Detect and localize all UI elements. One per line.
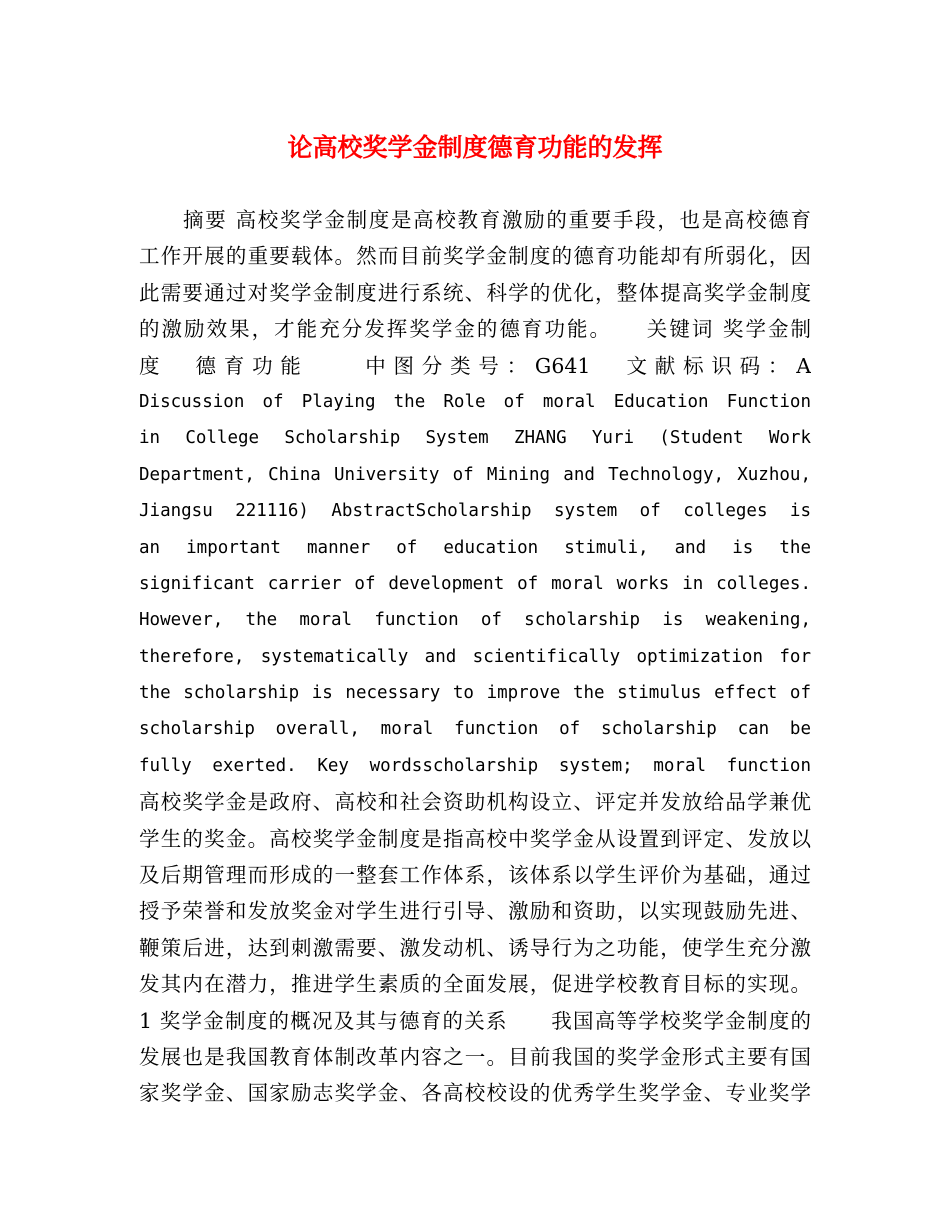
text-line: 1 奖学金制度的概况及其与德育的关系 我国高等学校奖学金制度的 xyxy=(139,1008,811,1033)
text-line: 高校奖学金是政府、高校和社会资助机构设立、评定并发放给品学兼优 xyxy=(139,790,811,815)
text-line: scholarship overall, moral function of scholarship can be xyxy=(139,719,811,740)
text-line: 学生的奖金。高校奖学金制度是指高校中奖学金从设置到评定、发放以 xyxy=(139,826,811,851)
text-line: in College Scholarship System ZHANG Yuri (Student Work xyxy=(139,428,811,449)
text-line: 摘要 高校奖学金制度是高校教育激励的重要手段，也是高校德育 xyxy=(183,208,811,232)
text-line: Department, China University of Mining and Technology, Xuzhou, xyxy=(139,464,811,485)
text-line: 及后期管理而形成的一整套工作体系，该体系以学生评价为基础，通过 xyxy=(139,863,811,888)
text-line: significant carrier of development of moral works in colleges. xyxy=(139,573,811,594)
document-title: 论高校奖学金制度德育功能的发挥 xyxy=(287,133,663,162)
text-line: Jiangsu 221116) AbstractScholarship system of colleges is xyxy=(139,501,811,522)
text-line: Discussion of Playing the Role of moral Education Function xyxy=(139,391,811,412)
text-line: an important manner of education stimuli, and is the xyxy=(139,537,811,558)
text-line: 度 德育功能 中图分类号：G641 文献标识码：A xyxy=(139,353,811,378)
text-line: fully exerted. Key wordsscholarship system; moral function xyxy=(139,755,811,776)
text-line: However, the moral function of scholarship is weakening, xyxy=(139,610,811,631)
text-line: 发其内在潜力，推进学生素质的全面发展，促进学校教育目标的实现。 xyxy=(139,972,811,997)
text-line: the scholarship is necessary to improve the stimulus effect of xyxy=(139,683,811,704)
text-line: 此需要通过对奖学金制度进行系统、科学的优化，整体提高奖学金制度 xyxy=(139,280,811,305)
text-line: 授予荣誉和发放奖金对学生进行引导、激励和资助，以实现鼓励先进、 xyxy=(139,899,811,924)
text-line: 发展也是我国教育体制改革内容之一。目前我国的奖学金形式主要有国 xyxy=(139,1044,811,1069)
text-line: 家奖学金、国家励志奖学金、各高校校设的优秀学生奖学金、专业奖学 xyxy=(139,1081,811,1106)
text-line: 工作开展的重要载体。然而目前奖学金制度的德育功能却有所弱化，因 xyxy=(139,244,811,269)
text-line: 鞭策后进，达到刺激需要、激发动机、诱导行为之功能，使学生充分激 xyxy=(139,935,811,960)
text-line: therefore, systematically and scientifically optimization for xyxy=(139,646,811,667)
document-body xyxy=(139,202,811,1112)
text-line: 的激励效果，才能充分发挥奖学金的德育功能。 关键词 奖学金制 xyxy=(139,317,811,342)
